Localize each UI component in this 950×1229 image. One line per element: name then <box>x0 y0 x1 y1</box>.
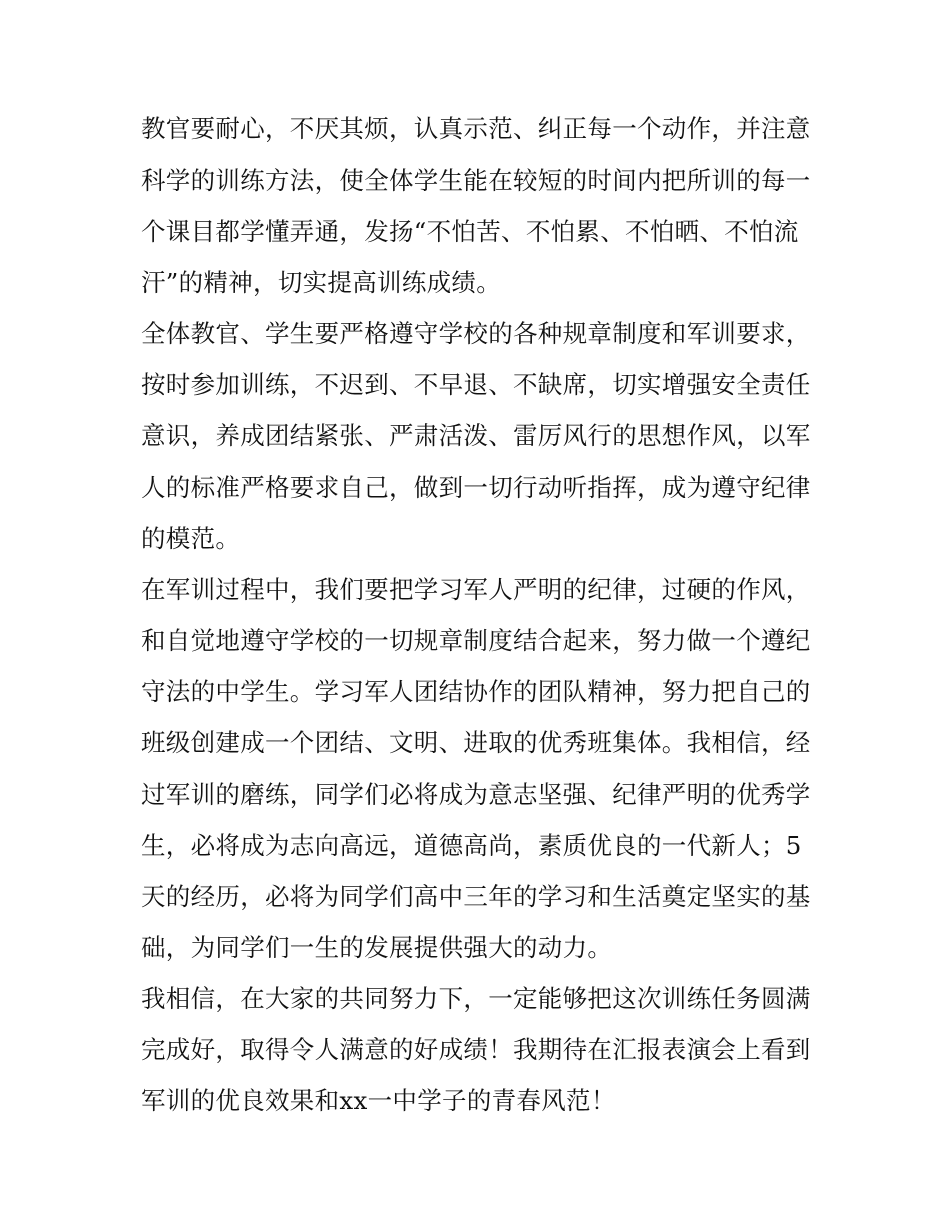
text-line: 础，为同学们一生的发展提供强大的动力。 <box>141 933 613 962</box>
text-line: 个课目都学懂弄通，发扬“不怕苦、不怕累、不怕晒、不怕流 <box>141 217 799 246</box>
text-line: 全体教官、学生要严格遵守学校的各种规章制度和军训要求， <box>141 319 811 348</box>
text-line: 科学的训练方法，使全体学生能在较短的时间内把所训的每一 <box>141 166 811 195</box>
text-line: 和自觉地遵守学校的一切规章制度结合起来，努力做一个遵纪 <box>141 626 811 655</box>
text-line: 教官要耐心，不厌其烦，认真示范、纠正每一个动作，并注意 <box>141 114 811 143</box>
text-line: 班级创建成一个团结、文明、进取的优秀班集体。我相信，经 <box>141 728 811 757</box>
text-line: 我相信，在大家的共同努力下，一定能够把这次训练任务圆满 <box>141 984 811 1013</box>
text-line: 军训的优良效果和xx一中学子的青春风范！ <box>141 1086 616 1115</box>
text-line: 过军训的磨练，同学们必将成为意志坚强、纪律严明的优秀学 <box>141 780 811 809</box>
text-line: 的模范。 <box>141 524 241 553</box>
text-line: 汗”的精神，切实提高训练成绩。 <box>141 268 502 297</box>
text-line: 人的标准严格要求自己，做到一切行动听指挥，成为遵守纪律 <box>141 473 811 502</box>
text-line: 在军训过程中，我们要把学习军人严明的纪律，过硬的作风， <box>141 575 811 604</box>
text-line: 按时参加训练，不迟到、不早退、不缺席，切实增强安全责任 <box>141 370 811 399</box>
text-line: 天的经历，必将为同学们高中三年的学习和生活奠定坚实的基 <box>141 882 811 911</box>
text-line: 守法的中学生。学习军人团结协作的团队精神，努力把自己的 <box>141 677 811 706</box>
text-line: 完成好，取得令人满意的好成绩！我期待在汇报表演会上看到 <box>141 1035 811 1064</box>
text-line: 意识，养成团结紧张、严肃活泼、雷厉风行的思想作风，以军 <box>141 421 811 450</box>
text-line: 生，必将成为志向高远，道德高尚，素质优良的一代新人；5 <box>141 831 802 860</box>
